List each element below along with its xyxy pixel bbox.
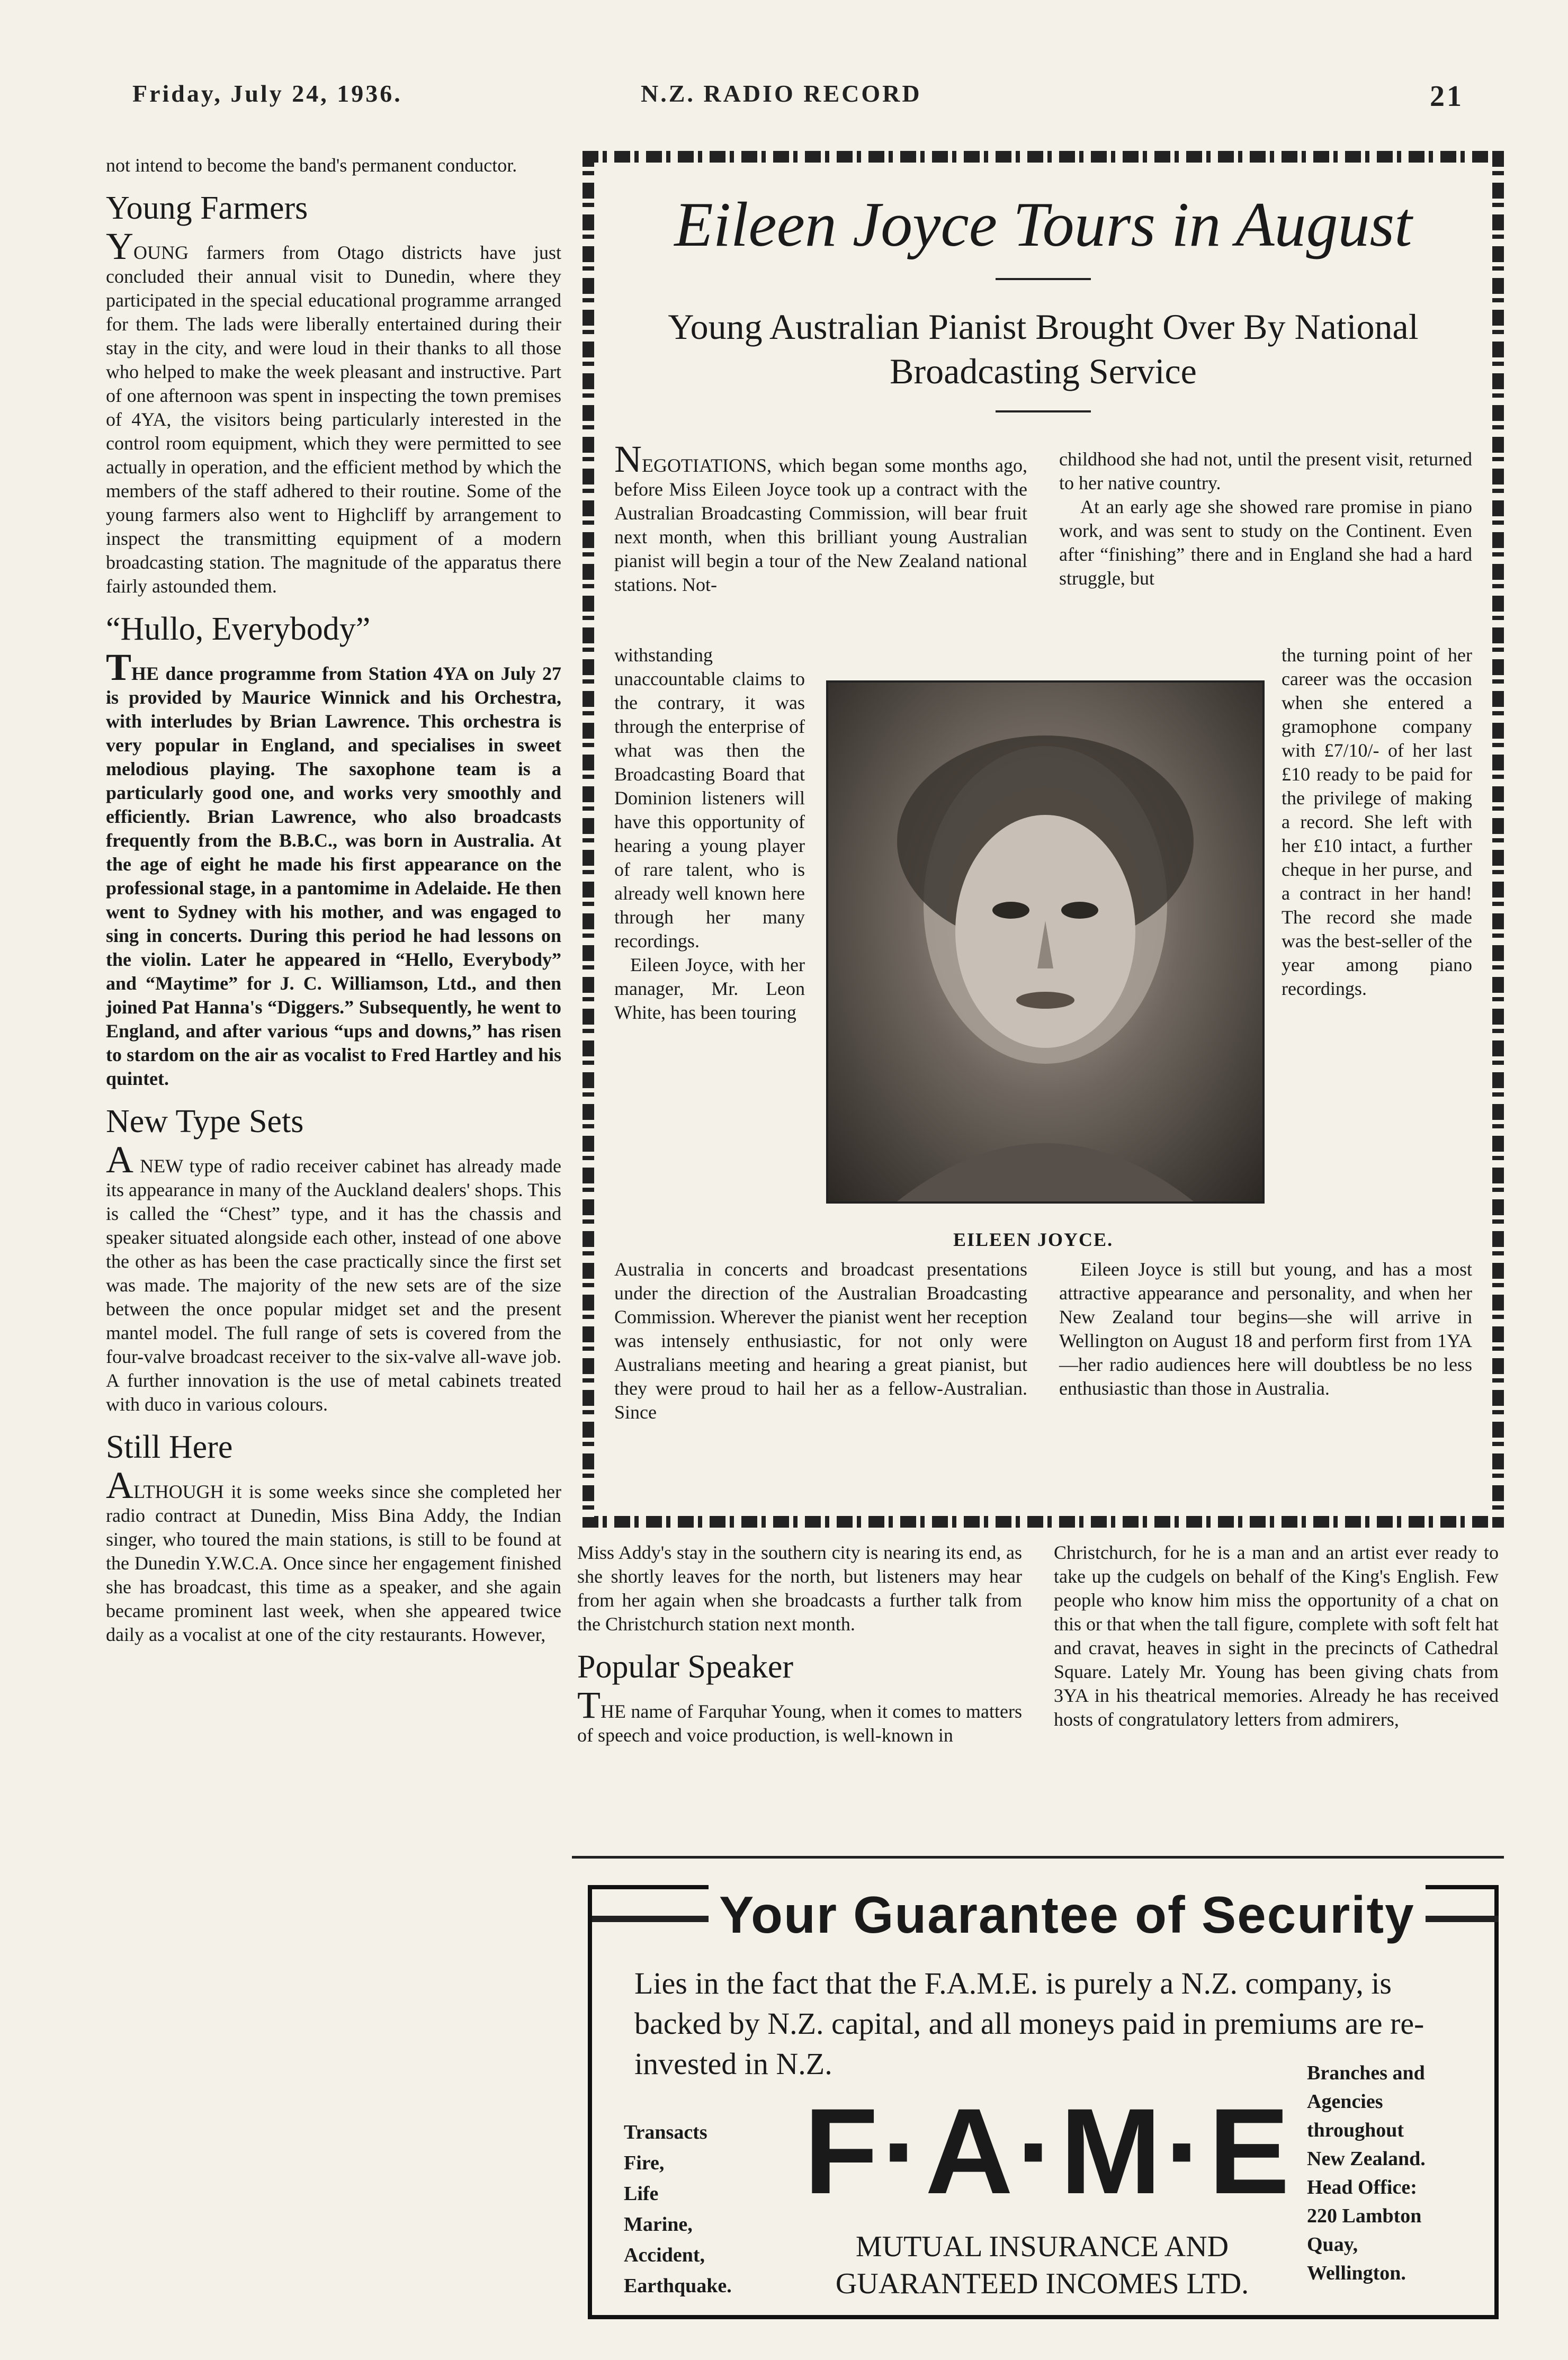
issue-date: Friday, July 24, 1936. bbox=[132, 80, 402, 107]
subtitle-rule bbox=[996, 410, 1091, 412]
new-type-sets-heading: New Type Sets bbox=[106, 1103, 304, 1139]
ad-right-item: Wellington. bbox=[1307, 2262, 1406, 2284]
decorative-border-left bbox=[583, 151, 594, 1528]
feature-col2-wrap bbox=[1282, 643, 1472, 1001]
page-number: 21 bbox=[1430, 80, 1464, 113]
feature-title: Eileen Joyce Tours in August bbox=[674, 189, 1412, 259]
left-column bbox=[106, 154, 561, 1647]
feature-col2-bottom-text: Eileen Joyce is still but young, and has a most attractive appearance and personality, and when her New Zealand tour begins—she will arrive in Wellington on August 18 and perform first from 1YA—her radio audiences here will doubtless be no less enthusiastic than those in Australia. bbox=[1059, 1259, 1472, 1399]
feature-col1-wrap bbox=[614, 643, 805, 1025]
title-rule bbox=[996, 278, 1091, 280]
ad-right-item: Agencies bbox=[1307, 2090, 1383, 2113]
section-divider bbox=[572, 1856, 1504, 1859]
feature-col2-top bbox=[1059, 447, 1472, 590]
hullo-everybody-body: THE dance programme from Station 4YA on July 27 is provided by Maurice Winnick and his Orchestra, with interludes by Brian Lawrence. This orchestra is very popular in England, and specialises in sweet melodious playing. The saxophone team is a particularly good one, and works very smoothly and efficiently. Brian Lawrence, who also broadcasts frequently from the B.B.C., was born in Australia. At the age of eight he made his first appearance on the professional stage, in a pantomime in Adelaide. He then went to Sydney with his mother, and was engaged to sing in concerts. During this period he had lessons on the violin. Later he appeared in “Hello, Everybody” and “Maytime” for J. C. Williamson, Ltd., and then joined Pat Hanna's “Diggers.” Subsequently, he went to England, and after various “ups and downs,” has risen to stardom on the air as vocalist to Fred Hartley and his quintet. bbox=[106, 646, 561, 1089]
company-line-1: MUTUAL INSURANCE AND bbox=[855, 2230, 1229, 2263]
ad-right-item: throughout bbox=[1307, 2119, 1404, 2141]
fame-advertisement bbox=[588, 1885, 1499, 2319]
ad-right-item: 220 Lambton bbox=[1307, 2205, 1422, 2227]
ad-right-item: Branches and bbox=[1307, 2062, 1425, 2084]
young-farmers-heading: Young Farmers bbox=[106, 190, 308, 226]
new-type-sets-body: A NEW type of radio receiver cabinet has already made its appearance in many of the Auckland dealers' shops. This is called the “Chest” type, and it has the chassis and speaker situated alongside each other, instead of one above the other as has been the case practically since the first set was made. The majority of the new sets are of the size between the once popular midget set and the present mantel model. The full range of sets is covered from the four-valve broadcast receiver to the six-valve all-wave job. A further innovation is the use of metal cabinets treated with duco in various colours. bbox=[106, 1138, 561, 1415]
publication-title: N.Z. RADIO RECORD bbox=[641, 80, 922, 107]
lower-col2 bbox=[1054, 1541, 1499, 1731]
ad-left-list bbox=[624, 2117, 783, 2301]
feature-box bbox=[583, 151, 1504, 1528]
ad-left-item: Life bbox=[624, 2183, 659, 2205]
ad-right-item: Quay, bbox=[1307, 2233, 1358, 2256]
feature-subtitle: Young Australian Pianist Brought Over By National Broadcasting Service bbox=[668, 307, 1419, 391]
ad-left-item: Accident, bbox=[624, 2244, 705, 2266]
decorative-border-right bbox=[1492, 151, 1504, 1528]
hullo-everybody-heading: “Hullo, Everybody” bbox=[106, 611, 371, 647]
feature-col1-wrap-text: withstanding unaccountable claims to the contrary, it was through the enterprise of what was then the Broadcasting Board that Dominion listeners will have this opportunity of hearing a young player of rare talent, who is already well known here through her many recordings. bbox=[614, 644, 805, 952]
photo-caption: EILEEN JOYCE. bbox=[953, 1229, 1114, 1250]
still-here-body: ALTHOUGH it is some weeks since she completed her radio contract at Dunedin, Miss Bina Addy, the Indian singer, who toured the main stations, is still to be found at the Dunedin Y.W.C.A. Once since her engagement finished she has broadcast, this time as a speaker, and she again became prominent last week, when she appeared twice daily as a vocalist at one of the city restaurants. However, bbox=[106, 1464, 561, 1645]
feature-col2-top-text: childhood she had not, until the present visit, returned to her native country. bbox=[1059, 448, 1472, 493]
feature-col1-top bbox=[614, 438, 1027, 597]
feature-col1-bottom bbox=[614, 1258, 1027, 1424]
feature-col2-wrap-text: the turning point of her career was the occasion when she entered a gramophone company with £7/10/- of her last £10 ready to be paid for the privilege of making a record. She left with her £10 intact, a further cheque in her purse, and a contract in her hand! The record she made was the best-seller of the year among piano recordings. bbox=[1282, 644, 1472, 999]
decorative-border-bottom bbox=[583, 1516, 1504, 1528]
ad-right-item: Head Office: bbox=[1307, 2176, 1417, 2199]
lower-col1 bbox=[577, 1541, 1022, 1747]
ad-headline: Your Guarantee of Security bbox=[709, 1885, 1426, 1945]
popular-speaker-body: THE name of Farquhar Young, when it comes to matters of speech and voice production, is well-known in bbox=[577, 1684, 1022, 1746]
ad-company-name bbox=[804, 2228, 1280, 2302]
ad-left-item: Marine, bbox=[624, 2213, 693, 2236]
ad-right-list bbox=[1307, 2059, 1487, 2287]
still-here-heading: Still Here bbox=[106, 1429, 233, 1465]
popular-speaker-heading: Popular Speaker bbox=[577, 1649, 794, 1685]
ad-right-item: New Zealand. bbox=[1307, 2148, 1426, 2170]
company-line-2: GUARANTEED INCOMES LTD. bbox=[835, 2267, 1249, 2300]
feature-col1-bottom-text: Australia in concerts and broadcast presentations under the direction of the Australian Broadcasting Commission. Wherever the pianist went her reception was intensely enthusiastic, for not only were Australians meeting and hearing a great pianist, but they were proud to hail her as a fellow-Australian. Since bbox=[614, 1259, 1027, 1423]
ad-left-item: Fire, bbox=[624, 2152, 665, 2174]
young-farmers-body: YOUNG farmers from Otago districts have just concluded their annual visit to Dunedin, where they participated in the special educational programme arranged for them. The lads were liberally entertained during their stay in the city, and were loud in their thanks to all those who helped to make the week pleasant and instructive. Part of one afternoon was spent in inspecting the town premises of 4YA, the visitors being particularly interested in the control room equipment, which they were permitted to see actually in operation, and the efficient method by which the members of the staff adhered to their routine. Some of the young farmers also went to Highcliff by arrangement to inspect the transmitting equipment of a modern broadcasting station. The magnitude of the apparatus there fairly astounded them. bbox=[106, 225, 561, 597]
eileen-joyce-photo bbox=[826, 680, 1265, 1204]
feature-col1-wrap2-text: Eileen Joyce, with her manager, Mr. Leon White, has been touring bbox=[614, 954, 805, 1023]
decorative-border-top bbox=[583, 151, 1504, 163]
ad-left-item: Earthquake. bbox=[624, 2275, 732, 2297]
intro-text: not intend to become the band's permanent conductor. bbox=[106, 155, 517, 176]
fame-logo: F·A·M·E bbox=[804, 2083, 1293, 2219]
ad-left-item: Transacts bbox=[624, 2121, 707, 2143]
feature-col1-top-text: NEGOTIATIONS, which began some months ago, before Miss Eileen Joyce took up a contract with the Australian Broadcasting Commission, will bear fruit next month, when this brilliant young Australian pianist will begin a tour of the New Zealand national stations. Not- bbox=[614, 438, 1027, 595]
addy-continuation-text: Miss Addy's stay in the southern city is nearing its end, as she shortly leaves for the north, but listeners may hear from her again when she broadcasts a further talk from the Christchurch station next month. bbox=[577, 1542, 1022, 1635]
feature-col2-bottom bbox=[1059, 1258, 1472, 1401]
ad-body: Lies in the fact that the F.A.M.E. is purely a N.Z. company, is backed by N.Z. capital, and all moneys paid in premiums are re-invested in N.Z. bbox=[634, 1966, 1424, 2081]
farquhar-young-continuation: Christchurch, for he is a man and an artist ever ready to take up the cudgels on behalf of the King's English. Few people who know him miss the opportunity of a chat on this or that when the tall figure, complete with soft felt hat and cravat, heaves in sight in the precincts of Cathedral Square. Lately Mr. Young has been giving chats from 3YA in his theatrical memories. Already he has received hosts of congratulatory letters from admirers, bbox=[1054, 1542, 1499, 1730]
portrait-illustration bbox=[828, 683, 1262, 1201]
feature-col2-top2-text: At an early age she showed rare promise in piano work, and was sent to study on the Continent. Even after “finishing” there and in England she had a hard struggle, but bbox=[1059, 496, 1472, 589]
